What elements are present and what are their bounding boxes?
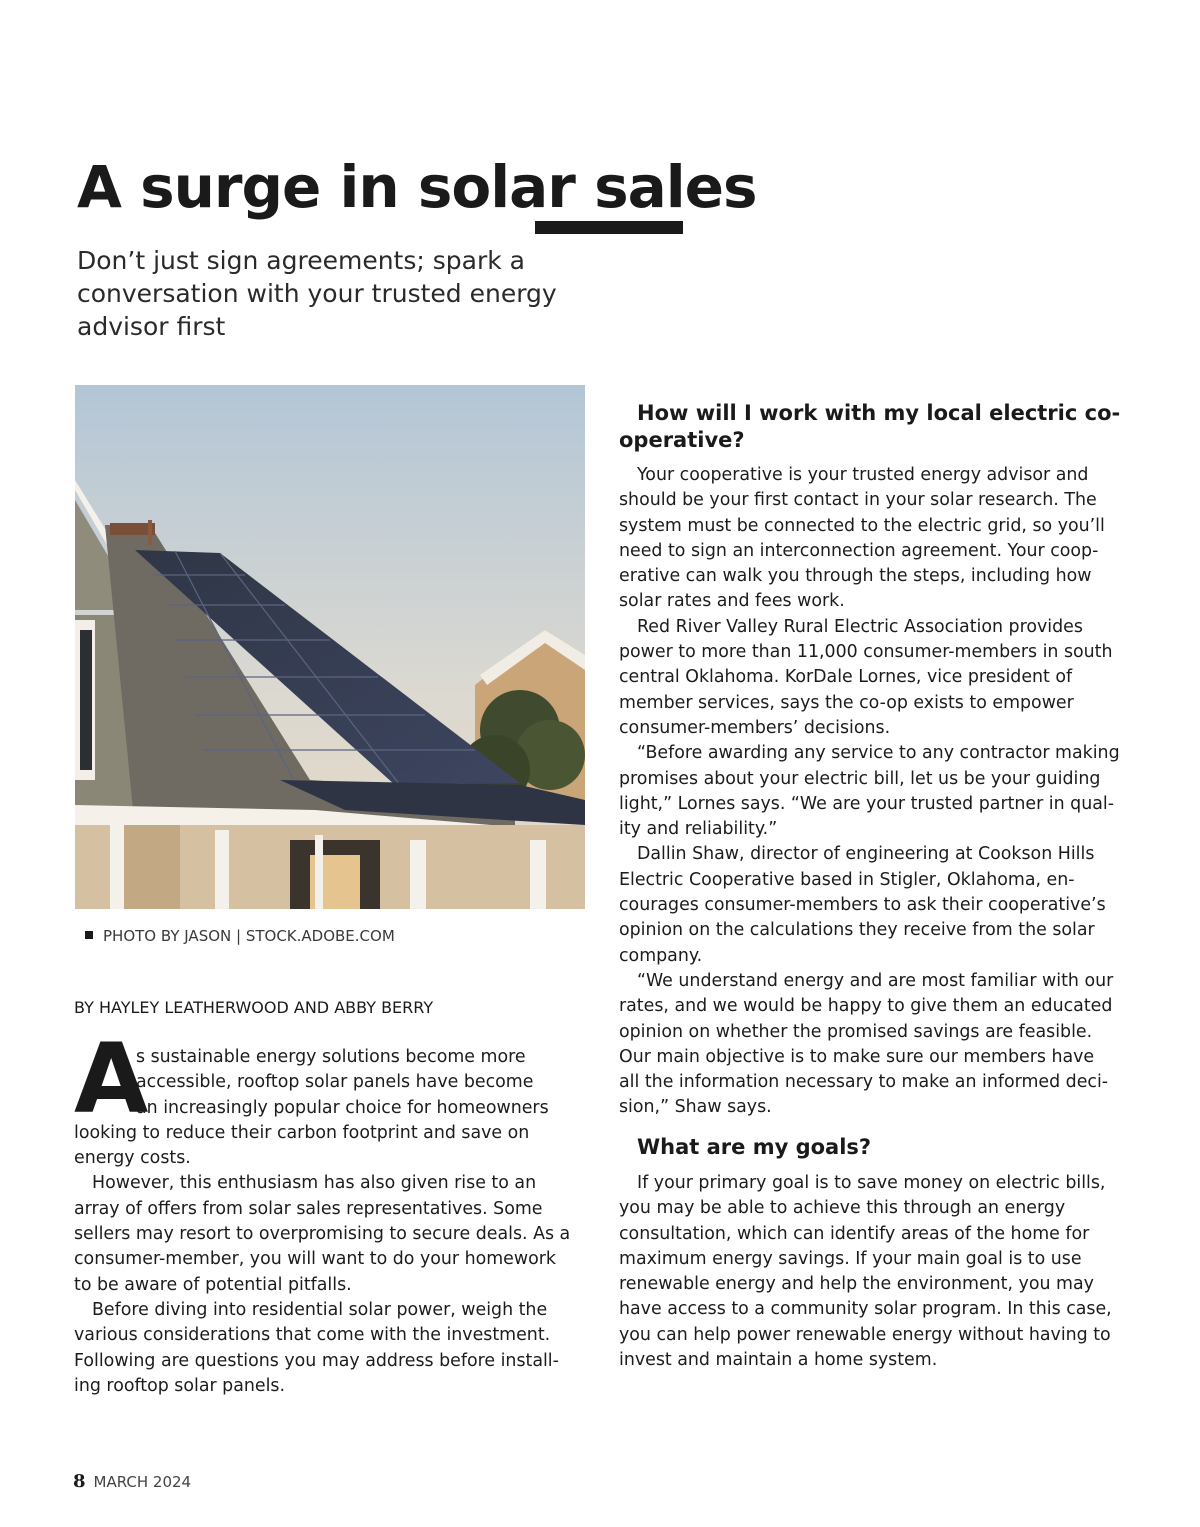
- body-line: renewable energy and help the environment, you may: [619, 1274, 1094, 1295]
- title-underline-bar: [535, 221, 683, 234]
- title-block: [77, 150, 757, 240]
- body-line: opinion on whether the promised savings are feasible.: [619, 1021, 1093, 1042]
- body-line: various considerations that come with the investment.: [74, 1325, 551, 1346]
- article-subtitle: [77, 244, 597, 343]
- body-line: promises about your electric bill, let us be your guiding: [619, 768, 1101, 789]
- body-line: should be your first contact in your solar research. The: [619, 490, 1097, 511]
- body-line: “We understand energy and are most familiar with our: [637, 970, 1114, 991]
- photo-caption: [85, 925, 395, 947]
- body-line: consumer-member, you will want to do your homework: [74, 1249, 556, 1270]
- byline: BY HAYLEY LEATHERWOOD AND ABBY BERRY: [74, 998, 434, 1017]
- body-line: opinion on the calculations they receive from the solar: [619, 920, 1095, 941]
- body-line: member services, says the co-op exists to empower: [619, 692, 1074, 713]
- body-line: “Before awarding any service to any contractor making: [637, 743, 1120, 764]
- caption-bullet-icon: [85, 931, 93, 939]
- body-line: invest and maintain a home system.: [619, 1350, 938, 1371]
- page-footer: [73, 1471, 191, 1495]
- body-line: to be aware of potential pitfalls.: [74, 1274, 352, 1295]
- section-heading-cooperative: [619, 400, 1121, 454]
- solar-house-illustration: [75, 385, 585, 909]
- body-line: system must be connected to the electric grid, so you’ll: [619, 515, 1105, 536]
- body-line: you may be able to achieve this through an energy: [619, 1198, 1066, 1219]
- body-line: an increasingly popular choice for homeowners: [136, 1097, 549, 1118]
- article-title: A surge in solar sales: [77, 153, 757, 221]
- body-line: Your cooperative is your trusted energy advisor and: [637, 465, 1089, 485]
- body-line: consumer-members’ decisions.: [619, 717, 891, 738]
- body-line: light,” Lornes says. “We are your trusted partner in qual-: [619, 793, 1115, 814]
- body-line: sellers may resort to overpromising to secure deals. As a: [74, 1224, 571, 1245]
- heading-line: How will I work with my local electric co-: [637, 401, 1121, 425]
- body-line: array of offers from solar sales representatives. Some: [74, 1198, 543, 1219]
- body-line: erative can walk you through the steps, including how: [619, 566, 1092, 587]
- subtitle-line: advisor first: [77, 312, 226, 341]
- subtitle-line: conversation with your trusted energy: [77, 279, 557, 308]
- body-line: Our main objective is to make sure our members have: [619, 1046, 1095, 1067]
- body-line: all the information necessary to make an informed deci-: [619, 1072, 1109, 1093]
- body-line: ing rooftop solar panels.: [74, 1375, 286, 1396]
- body-line: energy costs.: [74, 1148, 191, 1169]
- page-number: 8: [73, 1471, 86, 1492]
- body-line: However, this enthusiasm has also given rise to an: [92, 1173, 537, 1194]
- body-line: consultation, which can identify areas of the home for: [619, 1223, 1090, 1244]
- body-line: If your primary goal is to save money on electric bills,: [637, 1173, 1106, 1193]
- subtitle-line: Don’t just sign agreements; spark a: [77, 246, 525, 275]
- body-line: looking to reduce their carbon footprint and save on: [74, 1122, 530, 1143]
- drop-cap: A: [74, 1023, 149, 1135]
- issue-date: MARCH 2024: [93, 1473, 192, 1491]
- body-line: Red River Valley Rural Electric Association provides: [637, 616, 1083, 637]
- body-line: Following are questions you may address before install-: [74, 1350, 559, 1371]
- body-line: central Oklahoma. KorDale Lornes, vice president of: [619, 667, 1073, 688]
- body-line: need to sign an interconnection agreement. Your coop-: [619, 540, 1099, 561]
- body-line: have access to a community solar program. In this case,: [619, 1299, 1112, 1320]
- body-line: Electric Cooperative based in Stigler, Oklahoma, en-: [619, 869, 1075, 890]
- body-line: ity and reliability.”: [619, 819, 778, 840]
- body-line: courages consumer-members to ask their cooperative’s: [619, 895, 1106, 916]
- body-line: solar rates and fees work.: [619, 591, 845, 612]
- body-line: rates, and we would be happy to give them an educated: [619, 996, 1113, 1017]
- left-column-body: [74, 1045, 584, 1399]
- body-line: accessible, rooftop solar panels have become: [136, 1072, 534, 1093]
- right-column-body-a: [619, 463, 1139, 1121]
- heading-line: operative?: [619, 428, 745, 452]
- body-line: company.: [619, 945, 703, 966]
- body-line: you can help power renewable energy without having to: [619, 1324, 1111, 1345]
- section-heading-goals: What are my goals?: [637, 1135, 872, 1159]
- body-line: maximum energy savings. If your main goal is to use: [619, 1248, 1082, 1269]
- body-line: sion,” Shaw says.: [619, 1097, 772, 1118]
- photo-credit: PHOTO BY JASON | STOCK.ADOBE.COM: [103, 927, 395, 945]
- solar-house-photo: [75, 385, 585, 909]
- body-line: power to more than 11,000 consumer-members in south: [619, 642, 1113, 663]
- body-line: s sustainable energy solutions become more: [136, 1047, 526, 1067]
- body-line: Dallin Shaw, director of engineering at Cookson Hills: [637, 844, 1095, 865]
- body-line: Before diving into residential solar power, weigh the: [92, 1299, 548, 1320]
- right-column-body-b: [619, 1171, 1139, 1373]
